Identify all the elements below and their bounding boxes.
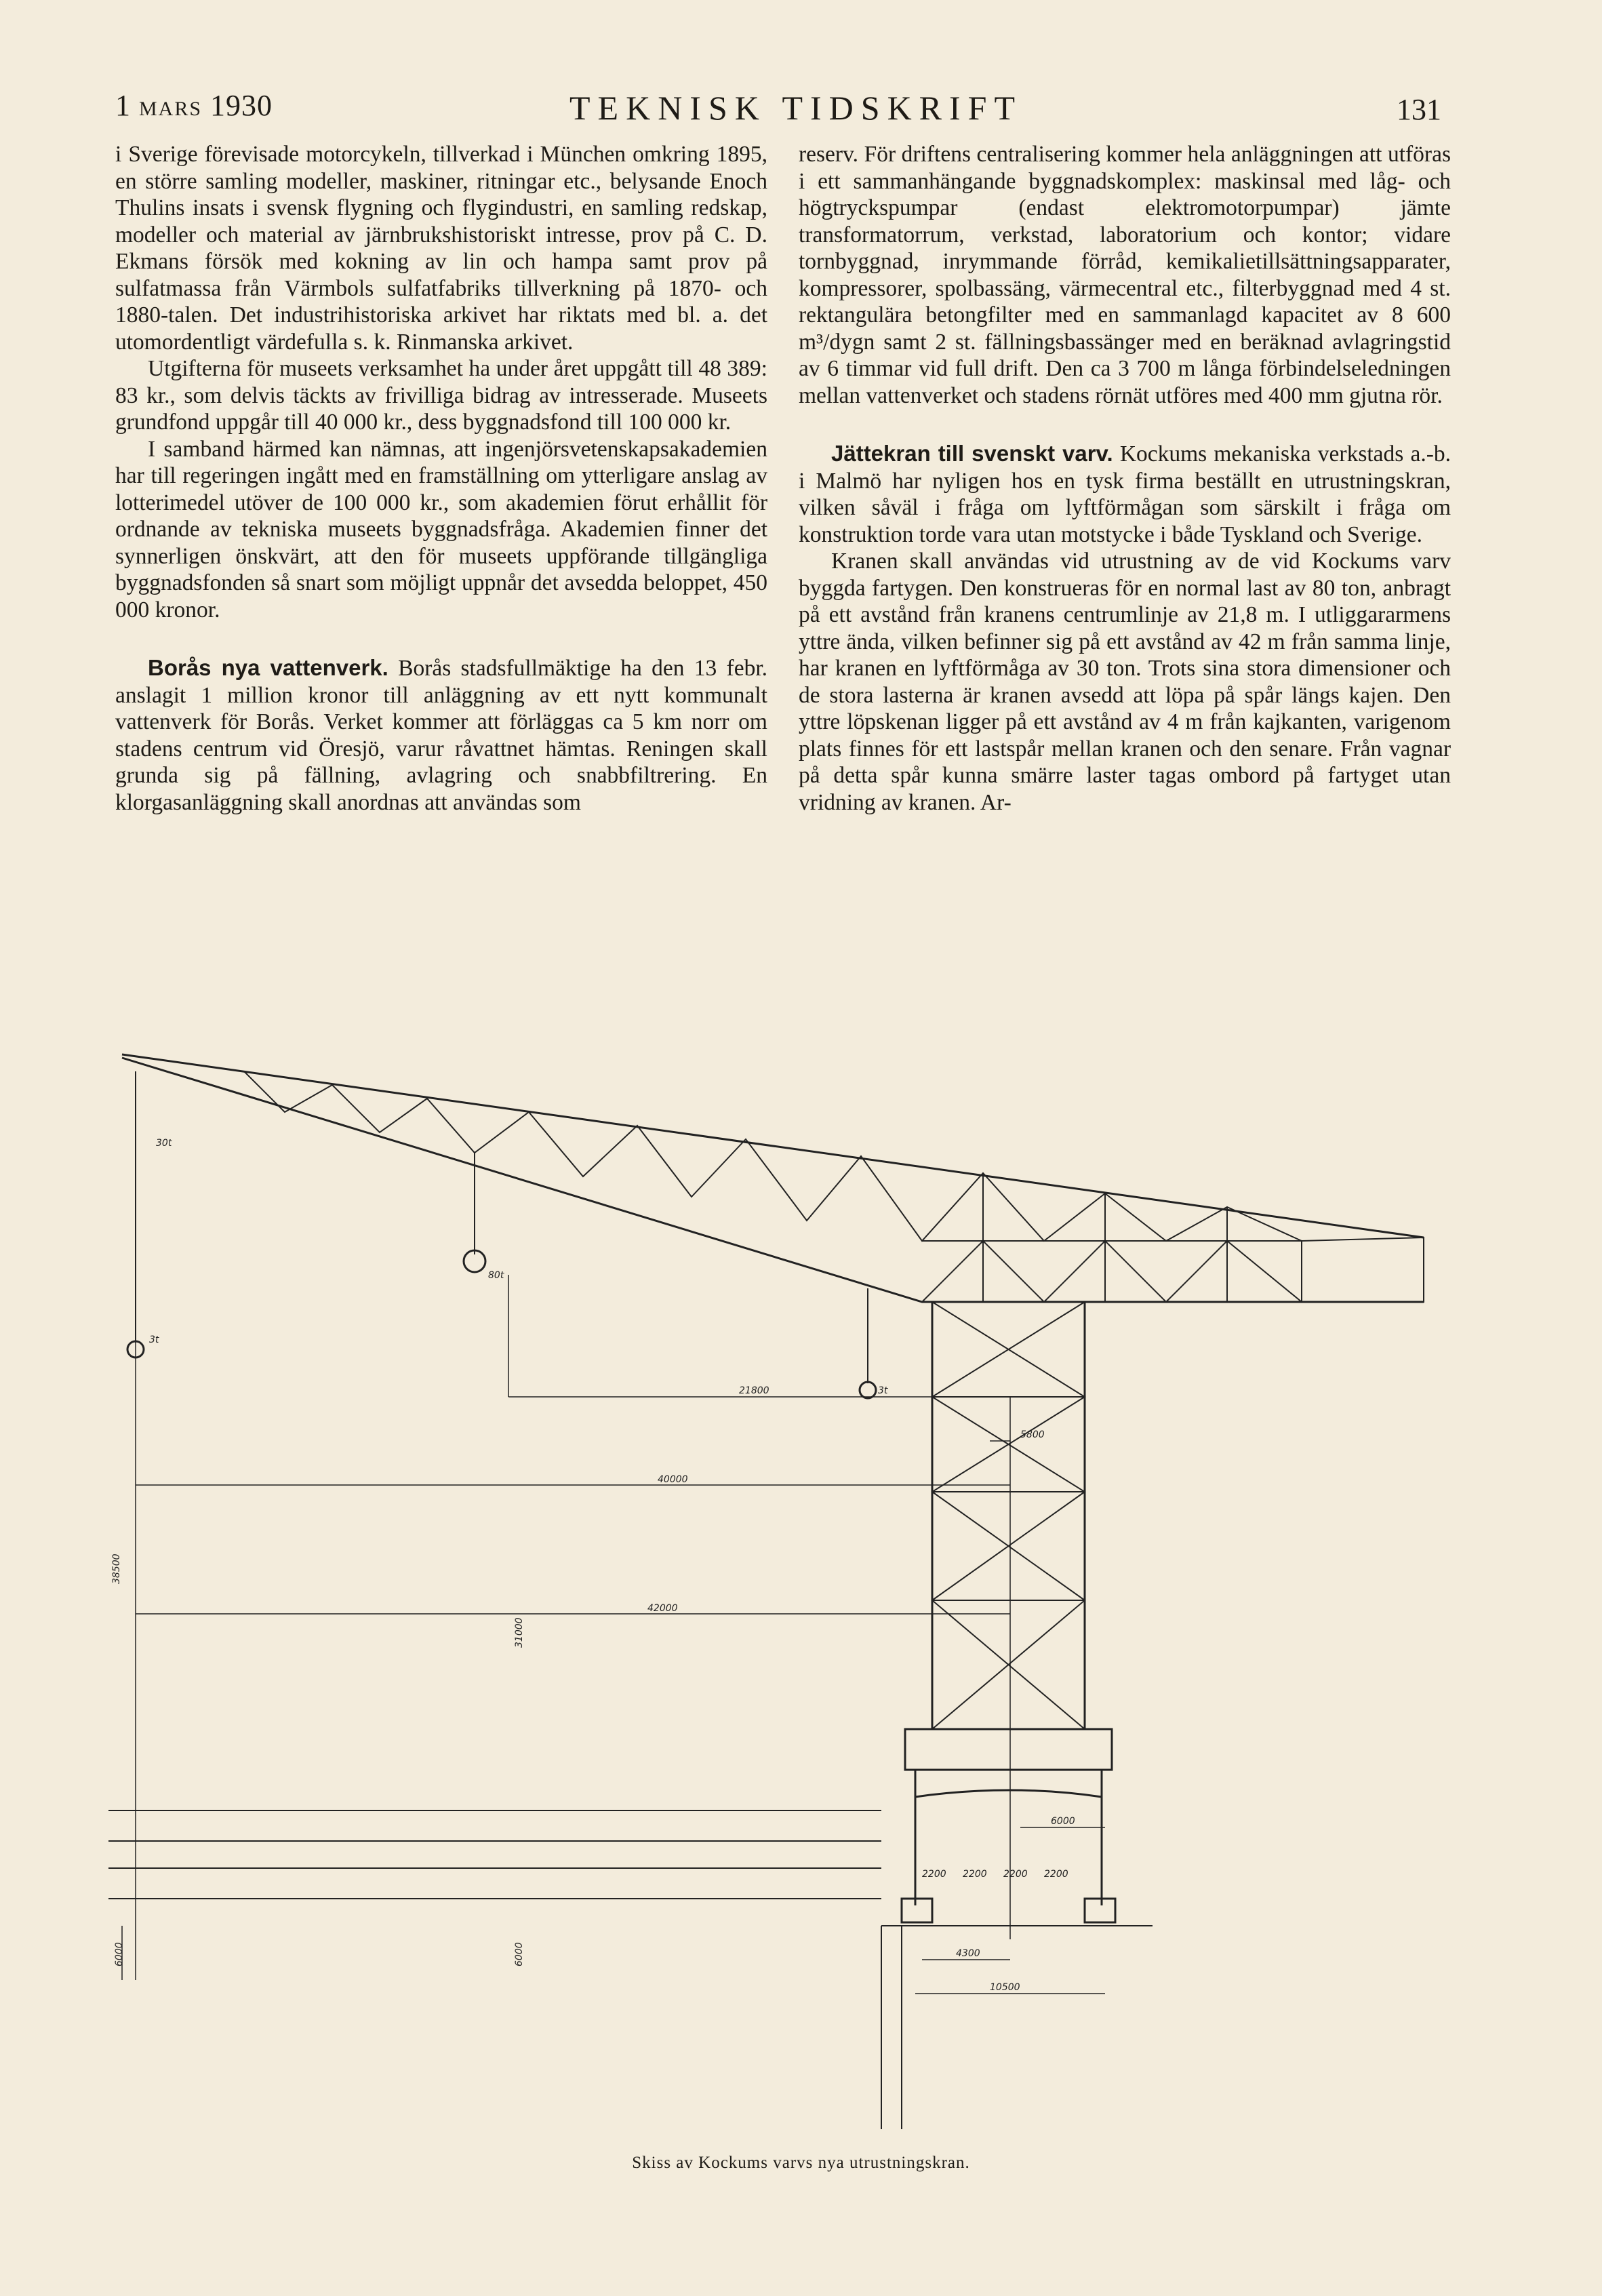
crane-portal [905,1729,1112,1770]
label-dim-6000-mid: 6000 [514,1942,525,1966]
running-head [0,81,1602,136]
jib-bottom-chord [122,1058,1424,1302]
label-dim-2200-b: 2200 [963,1869,987,1880]
section-heading: Borås nya vattenverk. [148,655,388,680]
figure-caption: Skiss av Kockums varvs nya utrustningskran. [632,2154,970,2172]
right-column [799,141,1451,816]
label-dim-5800: 5800 [1020,1429,1045,1440]
issue-date [115,88,273,123]
tower-bracing [932,1302,1085,1729]
paragraph: i Sverige förevisade motorcykeln, tillverkad i München omkring 1895, en större samling modeller, maskiner, ritningar etc., belysande Enoch Thulins insats i svensk flygning och flygindustri, en samling redskap, modeller och material av järnbrukshistoriskt intresse, prov på C. D. Ekmans försök med kokning av lin och hampa samt prov på sulfatmassa från Värmbols sulfatfabriks tillverkning på 1870- och 1880-talen. Det industrihistoriska arkivet har riktats med bl. a. det utomordentligt värdefulla s. k. Rinmanska arkivet. [115,142,767,355]
label-main-hook: 80t [488,1270,504,1281]
paragraph: reserv. För driftens centralisering kommer hela anläggningen att utföras i ett sammanhängande byggnadskomplex: maskinsal med låg- och högtryckspumpar (endast elektromotorpumpar) jämte transformatorrum, verkstad, laboratorium och kontor; vidare tornbyggnad, inrymmande förråd, kemikalietillsättningsapparater, kompressorer, spolbassäng, värmecentral etc., filterbyggnad med 4 st. rektangulära betongfilter med en sammanlagd kapacitet av 8 600 m³/dygn samt 2 st. fällningsbassänger med en beräknad avlagringstid av 6 timmar vid full drift. Den ca 3 700 m långa förbindelseledningen mellan vattenverket och stadens rörnät utföres med 400 mm gjutna rör. [799,142,1451,408]
section-body: Borås stadsfullmäktige ha den 13 febr. anslagit 1 million kronor till anläggning av ett nytt kommunalt vattenverk för Borås. Verket kommer att förläggas ca 5 km norr om stadens centrum vid Öresjö, varur råvattnet hämtas. Reningen skall grunda sig på fällning, avlagring och snabbfiltrering. En klorgasanläggning skall anordnas att användas som [115,656,768,815]
paragraph: Utgifterna för museets verksamhet ha under året uppgått till 48 389: 83 kr., som delvis täckts av frivilliga bidrag av intresserade. Museets grundfond uppgår till 40 000 kr., dess byggnadsfond till 100 000 kr. [115,356,767,435]
label-dim-38500: 38500 [111,1553,122,1584]
label-dim-6000-left: 6000 [114,1942,125,1966]
paragraph: Kranen skall användas vid utrustning av de vid Kockums varv byggda fartygen. Den konstrueras för en normal last av 80 ton, anbragt på ett avstånd från kranens centrumlinje av 21,8 m. I utliggararmens yttre ända, vilken befinner sig på ett avstånd av 42 m från samma linje, har kranen en lyftförmåga av 30 ton. Trots sina stora dimensioner och de stora lasterna är kranen avsedd att löpa på spår längs kajen. Den yttre löpskenan ligger på ett avstånd av 4 m från kajkanten, varigenom plats finnes för ett lastspår mellan kranen och den senare. Från vagnar på detta spår kunna smärre laster tagas ombord på fartyget utan vridning av kranen. Ar- [799,549,1451,815]
quay-wall [881,1926,902,2129]
label-dim-2200-a: 2200 [922,1869,946,1880]
label-dim-2200-d: 2200 [1044,1869,1068,1880]
label-dim-31000: 31000 [514,1617,525,1648]
label-outer-hook-low: 3t [149,1334,159,1345]
label-main-hook-low: 3t [878,1385,888,1396]
paragraph: I samband härmed kan nämnas, att ingenjörsvetenskapsakademien har till regeringen ingått med en framställning om ytterligare anslag av lotterimedel utöver de 100 000 kr., som akademien förut erhållit för ordnande av tekniska museets byggnadsfråga. Akademien finner det synnerligen önskvärt, att den för museets uppförande tillgängliga byggnadsfonden så snart som möjligt uppnår det avsedda beloppet, 450 000 kronor. [115,436,767,622]
label-dim-2200-c: 2200 [1003,1869,1028,1880]
section-heading: Jättekran till svenskt varv. [831,441,1113,466]
label-dim-42000: 42000 [647,1603,678,1614]
issue-day: 1 [115,89,131,122]
dimension-lines [136,1275,1105,1994]
left-column [115,141,767,816]
crane-bogies [902,1899,1115,1922]
label-dim-4300: 4300 [956,1948,980,1959]
label-dim-6000-top: 6000 [1051,1816,1075,1827]
section-paragraph [115,654,767,816]
issue-month: MARS [139,98,203,120]
label-outer-hook: 30t [156,1138,172,1149]
crane-drawing-svg [108,1017,1498,2129]
quay [108,1810,1153,1926]
label-dim-21800: 21800 [739,1385,769,1396]
label-dim-10500: 10500 [990,1982,1020,1993]
issue-year: 1930 [210,89,273,122]
page-number: 131 [1397,93,1441,126]
journal-title: TEKNISK TIDSKRIFT [569,89,1023,127]
label-dim-40000: 40000 [658,1474,688,1485]
crane-drawing [108,1017,1498,2129]
jib-top-chord [122,1054,1424,1238]
section-paragraph [799,440,1451,548]
jib-counterweight [1302,1238,1424,1302]
section-body: Kockums mekaniska verkstads a.-b. i Malmö har nyligen hos en tysk firma beställt en utrustningskran, vilken såväl i fråga om lyftförmågan som särskilt i fråga om konstruktion torde vara utan motstycke i både Tyskland och Sverige. [799,441,1451,547]
jib-lattice [244,1071,1302,1241]
